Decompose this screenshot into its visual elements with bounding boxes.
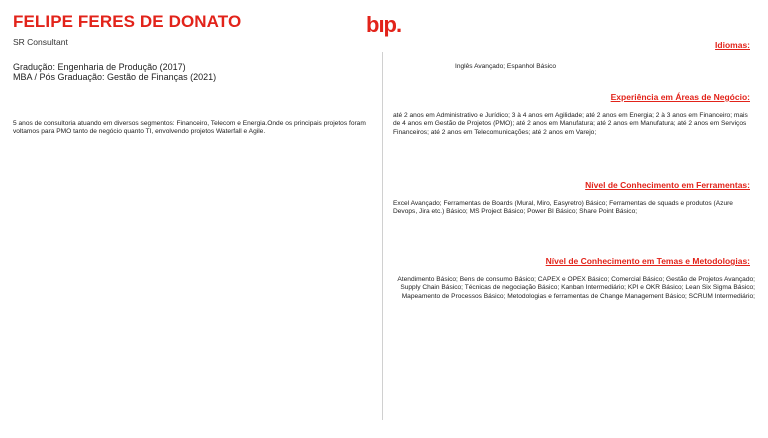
candidate-name: FELIPE FERES DE DONATO [13, 12, 242, 31]
bip-logo: bıp. [366, 12, 402, 37]
experience-summary: 5 anos de consultoria atuando em diversos segmentos: Financeiro, Telecom e Energia.Onde os principais projetos foram voltamos para PMO tanto de negócio quanto TI, envolvendo projetos Waterfall e Agile. [13, 120, 366, 136]
section-title-ferramentas: Nível de Conhecimento em Ferramentas: [585, 180, 750, 190]
candidate-role: SR Consultant [13, 37, 68, 47]
section-title-temas: Nível de Conhecimento em Temas e Metodologias: [545, 256, 750, 266]
section-text-experiencia: até 2 anos em Administrativo e Jurídico; 3 à 4 anos em Agilidade; até 2 anos em Energia; 2 à 3 anos em Financeiro; mais de 4 anos em Gestão de Projetos (PMO); até 2 anos em Manufatura; até 2 anos em Manufatura; até 2 anos em Serviços Financeiros; até 2 anos em Telecomunicações; até 2 anos em Varejo; [393, 112, 748, 136]
column-divider [382, 52, 383, 420]
section-text-idiomas: Inglês Avançado; Espanhol Básico [455, 63, 557, 70]
education-block [13, 62, 216, 82]
section-title-experiencia: Experiência em Áreas de Negócio: [610, 92, 750, 102]
section-title-idiomas: Idiomas: [715, 40, 750, 50]
section-text-ferramentas: Excel Avançado; Ferramentas de Boards (Mural, Miro, Easyretro) Básico; Ferramentas de squads e produtos (Azure Devops, Jira etc.) Básico; MS Project Básico; Power BI Básico; Share Point Básico; [393, 200, 733, 216]
section-text-temas: Atendimento Básico; Bens de consumo Básico; CAPEX e OPEX Básico; Comercial Básico; Gestão de Projetos Avançado; Supply Chain Básico; Técnicas de negociação Básico; Kanban Intermediário; KPI e OKR Básico; Lean Six Sigma Básico; Mapeamento de Processos Básico; Metodologias e ferramentas de Change Management Básico; SCRUM Intermediário; [397, 276, 755, 300]
education-mba: MBA / Pós Graduação: Gestão de Finanças (2021) [13, 72, 217, 82]
education-graduation: Gradução: Engenharia de Produção (2017) [13, 62, 186, 72]
